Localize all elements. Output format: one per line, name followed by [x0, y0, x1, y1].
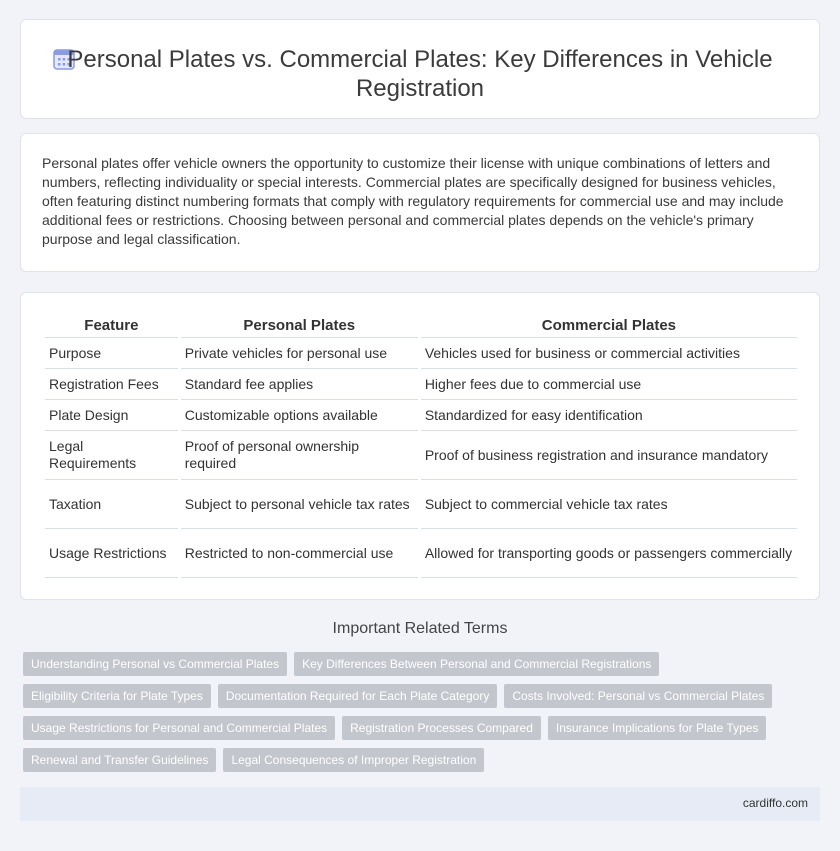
footer-site-link[interactable]: cardiffo.com [742, 796, 808, 810]
intro-paragraph: Personal plates offer vehicle owners the opportunity to customize their license with unique combinations of letters and numbers, reflecting individuality or special interests. Commercial plates are specifically designed for business vehicles, often featuring distinct numbering formats that comply with regulatory requirements for commercial use and may include additional fees or restrictions. Choosing between personal and commercial plates depends on the vehicle's primary purpose and legal classification. [42, 155, 784, 247]
table-cell: Restricted to non-commercial use [181, 529, 418, 578]
table-cell: Subject to personal vehicle tax rates [181, 480, 418, 529]
page-title: Personal Plates vs. Commercial Plates: Key Differences in Vehicle Registration [67, 46, 773, 102]
header-card [20, 19, 820, 119]
footer [20, 787, 820, 821]
table-row [45, 529, 797, 578]
header-feature: Feature [45, 315, 178, 338]
table-cell: Vehicles used for business or commercial activities [421, 338, 797, 369]
table-cell: Plate Design [45, 400, 178, 431]
table-cell: Legal Requirements [45, 431, 178, 480]
related-term-tag[interactable]: Eligibility Criteria for Plate Types [23, 684, 211, 708]
header-personal-plates: Personal Plates [181, 315, 418, 338]
header-commercial-plates: Commercial Plates [421, 315, 797, 338]
table-row [45, 338, 797, 369]
related-term-tag[interactable]: Understanding Personal vs Commercial Plates [23, 652, 287, 676]
table-cell: Registration Fees [45, 369, 178, 400]
table-row [45, 431, 797, 480]
table-cell: Private vehicles for personal use [181, 338, 418, 369]
related-term-tag[interactable]: Costs Involved: Personal vs Commercial Plates [504, 684, 772, 708]
table-cell: Standard fee applies [181, 369, 418, 400]
related-term-tag[interactable]: Key Differences Between Personal and Commercial Registrations [294, 652, 659, 676]
table-row [45, 480, 797, 529]
related-term-tag[interactable]: Registration Processes Compared [342, 716, 541, 740]
related-term-tag[interactable]: Renewal and Transfer Guidelines [23, 748, 216, 772]
table-cell: Allowed for transporting goods or passengers commercially [421, 529, 797, 578]
table-cell: Taxation [45, 480, 178, 529]
comparison-table-card [20, 292, 820, 600]
table-row [45, 369, 797, 400]
comparison-table [42, 315, 800, 578]
table-cell: Purpose [45, 338, 178, 369]
table-header-row [45, 315, 797, 338]
related-term-tag[interactable]: Documentation Required for Each Plate Category [218, 684, 497, 708]
intro-card [20, 133, 820, 272]
table-cell: Customizable options available [181, 400, 418, 431]
table-cell: Proof of business registration and insurance mandatory [421, 431, 797, 480]
related-term-tag[interactable]: Legal Consequences of Improper Registration [223, 748, 484, 772]
table-cell: Proof of personal ownership required [181, 431, 418, 480]
related-terms-heading: Important Related Terms [332, 620, 508, 637]
related-term-tag[interactable]: Usage Restrictions for Personal and Commercial Plates [23, 716, 335, 740]
table-row [45, 400, 797, 431]
table-cell: Usage Restrictions [45, 529, 178, 578]
related-terms-list [23, 652, 783, 772]
table-cell: Standardized for easy identification [421, 400, 797, 431]
table-cell: Subject to commercial vehicle tax rates [421, 480, 797, 529]
table-cell: Higher fees due to commercial use [421, 369, 797, 400]
related-term-tag[interactable]: Insurance Implications for Plate Types [548, 716, 767, 740]
